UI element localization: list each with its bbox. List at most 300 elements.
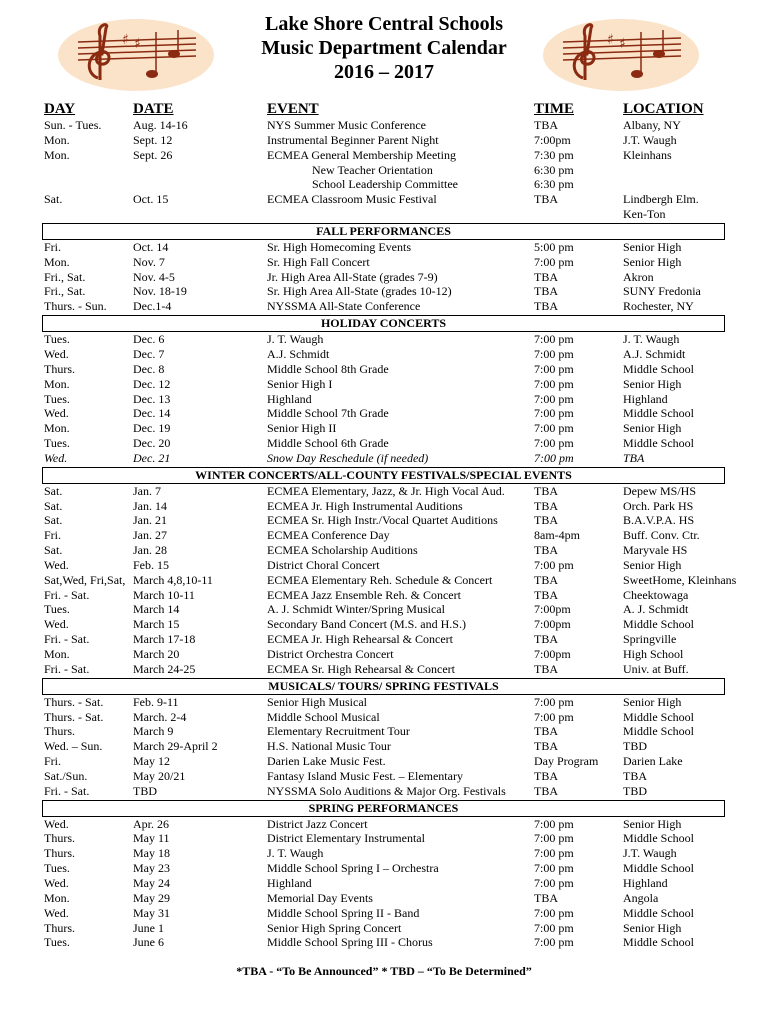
calendar-table xyxy=(44,100,737,950)
location-cell: A. J. Schmidt xyxy=(623,602,689,617)
day-cell: Tues. xyxy=(44,935,70,950)
date-cell: Dec. 21 xyxy=(133,450,171,465)
day-cell: Fri., Sat. xyxy=(44,269,86,284)
location-cell: Albany, NY xyxy=(623,118,681,132)
calendar-body xyxy=(44,118,737,950)
day-cell: Wed. – Sun. xyxy=(44,739,103,754)
table-row xyxy=(44,906,728,921)
time-cell: Day Program xyxy=(534,754,599,769)
event-cell: Middle School 7th Grade xyxy=(267,406,389,421)
table-row xyxy=(44,647,728,662)
day-cell: Sun. - Tues. xyxy=(44,118,102,132)
table-row xyxy=(44,739,728,754)
day-cell: Fri. - Sat. xyxy=(44,632,90,647)
table-row xyxy=(44,846,728,861)
music-notes-logo xyxy=(541,14,701,96)
time-cell: 7:00pm xyxy=(534,647,571,661)
date-cell: Dec. 12 xyxy=(133,376,171,391)
time-cell: TBA xyxy=(534,543,558,558)
location-cell: TBD xyxy=(623,739,647,754)
section-header: SPRING PERFORMANCES xyxy=(42,800,725,817)
time-cell: 7:00 pm xyxy=(534,920,574,935)
event-cell: Senior High Spring Concert xyxy=(267,920,402,935)
date-cell: Nov. 4-5 xyxy=(133,269,175,284)
event-cell: ECMEA Elementary Reh. Schedule & Concert xyxy=(267,572,493,587)
location-cell: Middle School xyxy=(623,406,694,421)
date-cell: May 24 xyxy=(133,875,170,890)
title-line-2: Music Department Calendar xyxy=(261,37,507,59)
time-cell: 5:00 pm xyxy=(534,239,574,254)
date-cell: Dec. 19 xyxy=(133,421,171,436)
day-cell: Tues. xyxy=(44,436,70,451)
table-row xyxy=(44,362,728,377)
day-cell: Wed. xyxy=(44,816,69,831)
date-cell: Dec.1-4 xyxy=(133,299,172,314)
day-cell: Thurs. xyxy=(44,724,75,739)
event-cell: ECMEA Elementary, Jazz, & Jr. High Vocal Aud. xyxy=(267,483,505,498)
table-row xyxy=(44,207,728,222)
location-cell: Senior High xyxy=(623,557,682,572)
table-row xyxy=(44,662,728,677)
time-cell: TBA xyxy=(534,483,558,498)
location-cell: Highland xyxy=(623,391,668,406)
location-cell: Lindbergh Elm. xyxy=(623,192,699,207)
event-cell: Elementary Recruitment Tour xyxy=(267,724,410,739)
time-cell: TBA xyxy=(534,661,558,676)
location-cell: Middle School xyxy=(623,724,694,739)
day-cell: Wed. xyxy=(44,346,69,361)
event-cell: Middle School Spring I – Orchestra xyxy=(267,861,439,876)
event-cell: Fantasy Island Music Fest. – Elementary xyxy=(267,768,463,783)
table-row xyxy=(44,817,728,832)
table-row xyxy=(44,240,728,255)
svg-text:♯: ♯ xyxy=(607,32,614,48)
time-cell: 7:00pm xyxy=(534,132,571,147)
column-header: DATE xyxy=(133,101,174,117)
date-cell: May 29 xyxy=(133,890,170,905)
location-cell: A.J. Schmidt xyxy=(623,346,686,361)
location-cell: J.T. Waugh xyxy=(623,132,677,147)
time-cell: 6:30 pm xyxy=(534,162,574,177)
event-cell: ECMEA Sr. High Instr./Vocal Quartet Auditions xyxy=(267,513,498,528)
table-row xyxy=(44,558,728,573)
day-cell: Thurs. xyxy=(44,920,75,935)
day-cell: Mon. xyxy=(44,421,70,436)
location-cell: Middle School xyxy=(623,935,694,950)
table-row xyxy=(44,617,728,632)
table-row xyxy=(44,436,728,451)
location-cell: Middle School xyxy=(623,831,694,846)
table-row xyxy=(44,528,728,543)
date-cell: June 6 xyxy=(133,935,164,950)
date-cell: May 18 xyxy=(133,846,170,861)
event-cell: ECMEA Conference Day xyxy=(267,528,390,543)
day-cell: Sat. xyxy=(44,498,63,513)
time-cell: 7:00 pm xyxy=(534,332,574,347)
event-cell: ECMEA General Membership Meeting xyxy=(267,147,456,162)
location-cell: Depew MS/HS xyxy=(623,483,697,498)
svg-text:♯: ♯ xyxy=(134,36,141,52)
day-cell: Tues. xyxy=(44,332,70,347)
day-cell: Wed. xyxy=(44,905,69,920)
time-cell: 7:00 pm xyxy=(534,875,574,890)
location-cell: J.T. Waugh xyxy=(623,846,677,861)
table-row xyxy=(44,513,728,528)
event-cell: New Teacher Orientation xyxy=(312,162,433,177)
day-cell: Wed. xyxy=(44,406,69,421)
event-cell: Senior High II xyxy=(267,421,337,436)
event-cell: ECMEA Jr. High Rehearsal & Concert xyxy=(267,632,453,647)
day-cell: Tues. xyxy=(44,391,70,406)
location-cell: Senior High xyxy=(623,694,682,709)
date-cell: March 4,8,10-11 xyxy=(133,572,213,587)
table-row xyxy=(44,602,728,617)
table-row xyxy=(44,118,728,133)
day-cell: Sat./Sun. xyxy=(44,768,88,783)
time-cell: 7:00 pm xyxy=(534,861,574,876)
day-cell: Fri., Sat. xyxy=(44,284,86,299)
date-cell: Jan. 27 xyxy=(133,528,167,543)
table-row xyxy=(44,876,728,891)
date-cell: May 23 xyxy=(133,861,170,876)
location-cell: Cheektowaga xyxy=(623,587,689,602)
location-cell: Highland xyxy=(623,875,668,890)
table-row xyxy=(44,406,728,421)
time-cell: 7:00 pm xyxy=(534,905,574,920)
date-cell: Dec. 20 xyxy=(133,436,171,451)
column-header: LOCATION xyxy=(623,101,704,117)
location-cell: Senior High xyxy=(623,239,682,254)
time-cell: 7:00pm xyxy=(534,617,571,632)
event-cell: ECMEA Scholarship Auditions xyxy=(267,543,418,558)
date-cell: March. 2-4 xyxy=(133,709,187,724)
table-row xyxy=(44,891,728,906)
day-cell: Thurs. xyxy=(44,831,75,846)
date-cell: Jan. 28 xyxy=(133,543,167,558)
table-row xyxy=(44,484,728,499)
date-cell: Oct. 14 xyxy=(133,239,169,254)
date-cell: Dec. 7 xyxy=(133,346,165,361)
table-row xyxy=(44,270,728,285)
event-cell: District Jazz Concert xyxy=(267,816,368,831)
time-cell: TBA xyxy=(534,118,558,132)
section-header: FALL PERFORMANCES xyxy=(42,223,725,240)
date-cell: March 20 xyxy=(133,647,180,661)
event-cell: Middle School 8th Grade xyxy=(267,361,389,376)
table-row xyxy=(44,861,728,876)
day-cell: Wed. xyxy=(44,875,69,890)
time-cell: 7:00pm xyxy=(534,602,571,617)
time-cell: 7:00 pm xyxy=(534,254,574,269)
table-row xyxy=(44,148,728,163)
table-row xyxy=(44,724,728,739)
time-cell: TBA xyxy=(534,284,558,299)
day-cell: Fri. - Sat. xyxy=(44,661,90,676)
day-cell: Mon. xyxy=(44,647,70,661)
date-cell: May 12 xyxy=(133,754,170,769)
day-cell: Sat,Wed, Fri,Sat, xyxy=(44,572,126,587)
day-cell: Sat. xyxy=(44,192,63,207)
time-cell: 8am-4pm xyxy=(534,528,580,543)
date-cell: Dec. 13 xyxy=(133,391,171,406)
table-row xyxy=(44,588,728,603)
date-cell: June 1 xyxy=(133,920,164,935)
time-cell: TBA xyxy=(534,587,558,602)
table-row xyxy=(44,632,728,647)
date-cell: Feb. 15 xyxy=(133,557,169,572)
time-cell: TBA xyxy=(534,768,558,783)
section-header: WINTER CONCERTS/ALL-COUNTY FESTIVALS/SPECIAL EVENTS xyxy=(42,467,725,484)
location-cell: Ken-Ton xyxy=(623,207,666,222)
time-cell: 7:00 pm xyxy=(534,709,574,724)
event-cell: Snow Day Reschedule (if needed) xyxy=(267,450,429,465)
location-cell: Rochester, NY xyxy=(623,299,694,314)
day-cell: Thurs. - Sun. xyxy=(44,299,107,314)
day-cell: Sat. xyxy=(44,543,63,558)
day-cell: Tues. xyxy=(44,861,70,876)
time-cell: TBA xyxy=(534,739,558,754)
day-cell: Thurs. xyxy=(44,846,75,861)
event-cell: J. T. Waugh xyxy=(267,332,324,347)
location-cell: B.A.V.P.A. HS xyxy=(623,513,695,528)
event-cell: A. J. Schmidt Winter/Spring Musical xyxy=(267,602,445,617)
day-cell: Fri. - Sat. xyxy=(44,587,90,602)
date-cell: Aug. 14-16 xyxy=(133,118,188,132)
location-cell: J. T. Waugh xyxy=(623,332,680,347)
table-row xyxy=(44,499,728,514)
day-cell: Tues. xyxy=(44,602,70,617)
section-header: HOLIDAY CONCERTS xyxy=(42,315,725,332)
day-cell: Thurs. - Sat. xyxy=(44,709,104,724)
table-row xyxy=(44,769,728,784)
time-cell: 7:00 pm xyxy=(534,846,574,861)
location-cell: Middle School xyxy=(623,361,694,376)
time-cell: 7:00 pm xyxy=(534,450,574,465)
table-row xyxy=(44,572,737,588)
event-cell: Middle School Spring II - Band xyxy=(267,905,420,920)
location-cell: Middle School xyxy=(623,709,694,724)
event-cell: NYSSMA All-State Conference xyxy=(267,299,421,314)
event-cell: Sr. High Homecoming Events xyxy=(267,239,411,254)
time-cell: 7:00 pm xyxy=(534,694,574,709)
column-headers xyxy=(44,100,728,118)
date-cell: May 11 xyxy=(133,831,170,846)
location-cell: TBA xyxy=(623,768,647,783)
table-row xyxy=(44,192,728,207)
time-cell: TBA xyxy=(534,498,558,513)
title-line-3: 2016 – 2017 xyxy=(334,61,434,83)
day-cell: Fri. xyxy=(44,754,62,769)
day-cell: Sat. xyxy=(44,483,63,498)
day-cell: Fri. xyxy=(44,239,62,254)
event-cell: Secondary Band Concert (M.S. and H.S.) xyxy=(267,617,466,632)
table-row xyxy=(44,921,728,936)
section-header: MUSICALS/ TOURS/ SPRING FESTIVALS xyxy=(42,678,725,695)
table-row xyxy=(44,133,728,148)
date-cell: March 14 xyxy=(133,602,180,617)
date-cell: March 17-18 xyxy=(133,632,196,647)
table-row xyxy=(44,255,728,270)
date-cell: Dec. 6 xyxy=(133,332,165,347)
table-row xyxy=(44,784,728,799)
time-cell: 7:00 pm xyxy=(534,816,574,831)
time-cell: 7:00 pm xyxy=(534,557,574,572)
date-cell: Jan. 14 xyxy=(133,498,167,513)
location-cell: Buff. Conv. Ctr. xyxy=(623,528,700,543)
table-row xyxy=(44,831,728,846)
column-header: TIME xyxy=(534,101,575,117)
date-cell: March 24-25 xyxy=(133,661,196,676)
table-row xyxy=(44,347,728,362)
date-cell: Feb. 9-11 xyxy=(133,694,179,709)
date-cell: Dec. 8 xyxy=(133,361,165,376)
date-cell: March 9 xyxy=(133,724,174,739)
event-cell: Middle School Musical xyxy=(267,709,380,724)
location-cell: Univ. at Buff. xyxy=(623,661,689,676)
event-cell: Sr. High Area All-State (grades 10-12) xyxy=(267,284,452,299)
table-row xyxy=(44,177,728,192)
event-cell: Highland xyxy=(267,391,312,406)
time-cell: 7:00 pm xyxy=(534,376,574,391)
table-row xyxy=(44,392,728,407)
location-cell: Darien Lake xyxy=(623,754,683,769)
event-cell: Middle School 6th Grade xyxy=(267,436,389,451)
date-cell: Oct. 15 xyxy=(133,192,169,207)
event-cell: Instrumental Beginner Parent Night xyxy=(267,132,439,147)
event-cell: Jr. High Area All-State (grades 7-9) xyxy=(267,269,438,284)
date-cell: Nov. 7 xyxy=(133,254,165,269)
svg-text:♯: ♯ xyxy=(619,36,626,52)
time-cell: TBA xyxy=(534,299,558,314)
event-cell: Senior High Musical xyxy=(267,694,367,709)
column-header: EVENT xyxy=(267,101,319,117)
time-cell: 7:00 pm xyxy=(534,935,574,950)
date-cell: May 31 xyxy=(133,905,170,920)
location-cell: Senior High xyxy=(623,920,682,935)
location-cell: SweetHome, Kleinhans xyxy=(623,572,737,587)
table-row xyxy=(44,163,728,178)
time-cell: 7:00 pm xyxy=(534,346,574,361)
location-cell: TBD xyxy=(623,783,647,798)
time-cell: 7:30 pm xyxy=(534,147,574,162)
event-cell: ECMEA Jazz Ensemble Reh. & Concert xyxy=(267,587,461,602)
location-cell: TBA xyxy=(623,450,645,465)
time-cell: 7:00 pm xyxy=(534,361,574,376)
time-cell: TBA xyxy=(534,192,558,207)
event-cell: Highland xyxy=(267,875,312,890)
date-cell: Dec. 14 xyxy=(133,406,171,421)
time-cell: TBA xyxy=(534,572,558,587)
column-header: DAY xyxy=(44,101,76,117)
time-cell: TBA xyxy=(534,783,558,798)
music-notes-logo xyxy=(56,14,216,96)
date-cell: Jan. 21 xyxy=(133,513,167,528)
day-cell: Mon. xyxy=(44,254,70,269)
event-cell: NYSSMA Solo Auditions & Major Org. Festivals xyxy=(267,783,506,798)
event-cell: Middle School Spring III - Chorus xyxy=(267,935,433,950)
table-row xyxy=(44,695,728,710)
day-cell: Wed. xyxy=(44,450,68,465)
table-row xyxy=(44,754,728,769)
location-cell: Springville xyxy=(623,632,677,647)
table-row xyxy=(44,284,728,299)
event-cell: Senior High I xyxy=(267,376,333,391)
table-row xyxy=(44,451,728,466)
day-cell: Mon. xyxy=(44,376,70,391)
location-cell: Kleinhans xyxy=(623,147,672,162)
date-cell: March 15 xyxy=(133,617,180,632)
time-cell: 7:00 pm xyxy=(534,421,574,436)
location-cell: Senior High xyxy=(623,376,682,391)
day-cell: Thurs. xyxy=(44,361,75,376)
event-cell: A.J. Schmidt xyxy=(267,346,330,361)
time-cell: 7:00 pm xyxy=(534,831,574,846)
day-cell: Wed. xyxy=(44,557,69,572)
event-cell: NYS Summer Music Conference xyxy=(267,118,426,132)
time-cell: TBA xyxy=(534,890,558,905)
day-cell: Sat. xyxy=(44,513,63,528)
table-row xyxy=(44,332,728,347)
footnote: *TBA - “To Be Announced” * TBD – “To Be Determined” xyxy=(236,964,532,978)
event-cell: Darien Lake Music Fest. xyxy=(267,754,386,769)
time-cell: 6:30 pm xyxy=(534,177,574,192)
time-cell: TBA xyxy=(534,269,558,284)
event-cell: ECMEA Sr. High Rehearsal & Concert xyxy=(267,661,455,676)
time-cell: 7:00 pm xyxy=(534,391,574,406)
table-row xyxy=(44,935,728,950)
time-cell: TBA xyxy=(534,724,558,739)
date-cell: TBD xyxy=(133,783,157,798)
date-cell: Nov. 18-19 xyxy=(133,284,187,299)
event-cell: District Orchestra Concert xyxy=(267,647,394,661)
day-cell: Fri. xyxy=(44,528,62,543)
time-cell: 7:00 pm xyxy=(534,406,574,421)
location-cell: Middle School xyxy=(623,436,694,451)
location-cell: Senior High xyxy=(623,421,682,436)
svg-text:♯: ♯ xyxy=(122,32,129,48)
event-cell: ECMEA Jr. High Instrumental Auditions xyxy=(267,498,463,513)
title-line-1: Lake Shore Central Schools xyxy=(265,13,503,35)
event-cell: H.S. National Music Tour xyxy=(267,739,391,754)
location-cell: Senior High xyxy=(623,816,682,831)
time-cell: 7:00 pm xyxy=(534,436,574,451)
location-cell: Middle School xyxy=(623,861,694,876)
day-cell: Fri. - Sat. xyxy=(44,783,90,798)
location-cell: SUNY Fredonia xyxy=(623,284,701,299)
day-cell: Mon. xyxy=(44,890,70,905)
date-cell: Sept. 26 xyxy=(133,147,173,162)
day-cell: Wed. xyxy=(44,617,69,632)
time-cell: TBA xyxy=(534,632,558,647)
date-cell: May 20/21 xyxy=(133,768,186,783)
location-cell: Middle School xyxy=(623,905,694,920)
day-cell: Mon. xyxy=(44,132,70,147)
time-cell: TBA xyxy=(534,513,558,528)
event-cell: Sr. High Fall Concert xyxy=(267,254,370,269)
table-row xyxy=(44,421,728,436)
day-cell: Thurs. - Sat. xyxy=(44,694,104,709)
date-cell: Sept. 12 xyxy=(133,132,173,147)
date-cell: March 29-April 2 xyxy=(133,739,218,754)
date-cell: Jan. 7 xyxy=(133,483,161,498)
date-cell: Apr. 26 xyxy=(133,816,169,831)
table-row xyxy=(44,377,728,392)
event-cell: District Elementary Instrumental xyxy=(267,831,425,846)
event-cell: ECMEA Classroom Music Festival xyxy=(267,192,437,207)
location-cell: Maryvale HS xyxy=(623,543,688,558)
table-row xyxy=(44,710,728,725)
location-cell: Akron xyxy=(623,269,654,284)
